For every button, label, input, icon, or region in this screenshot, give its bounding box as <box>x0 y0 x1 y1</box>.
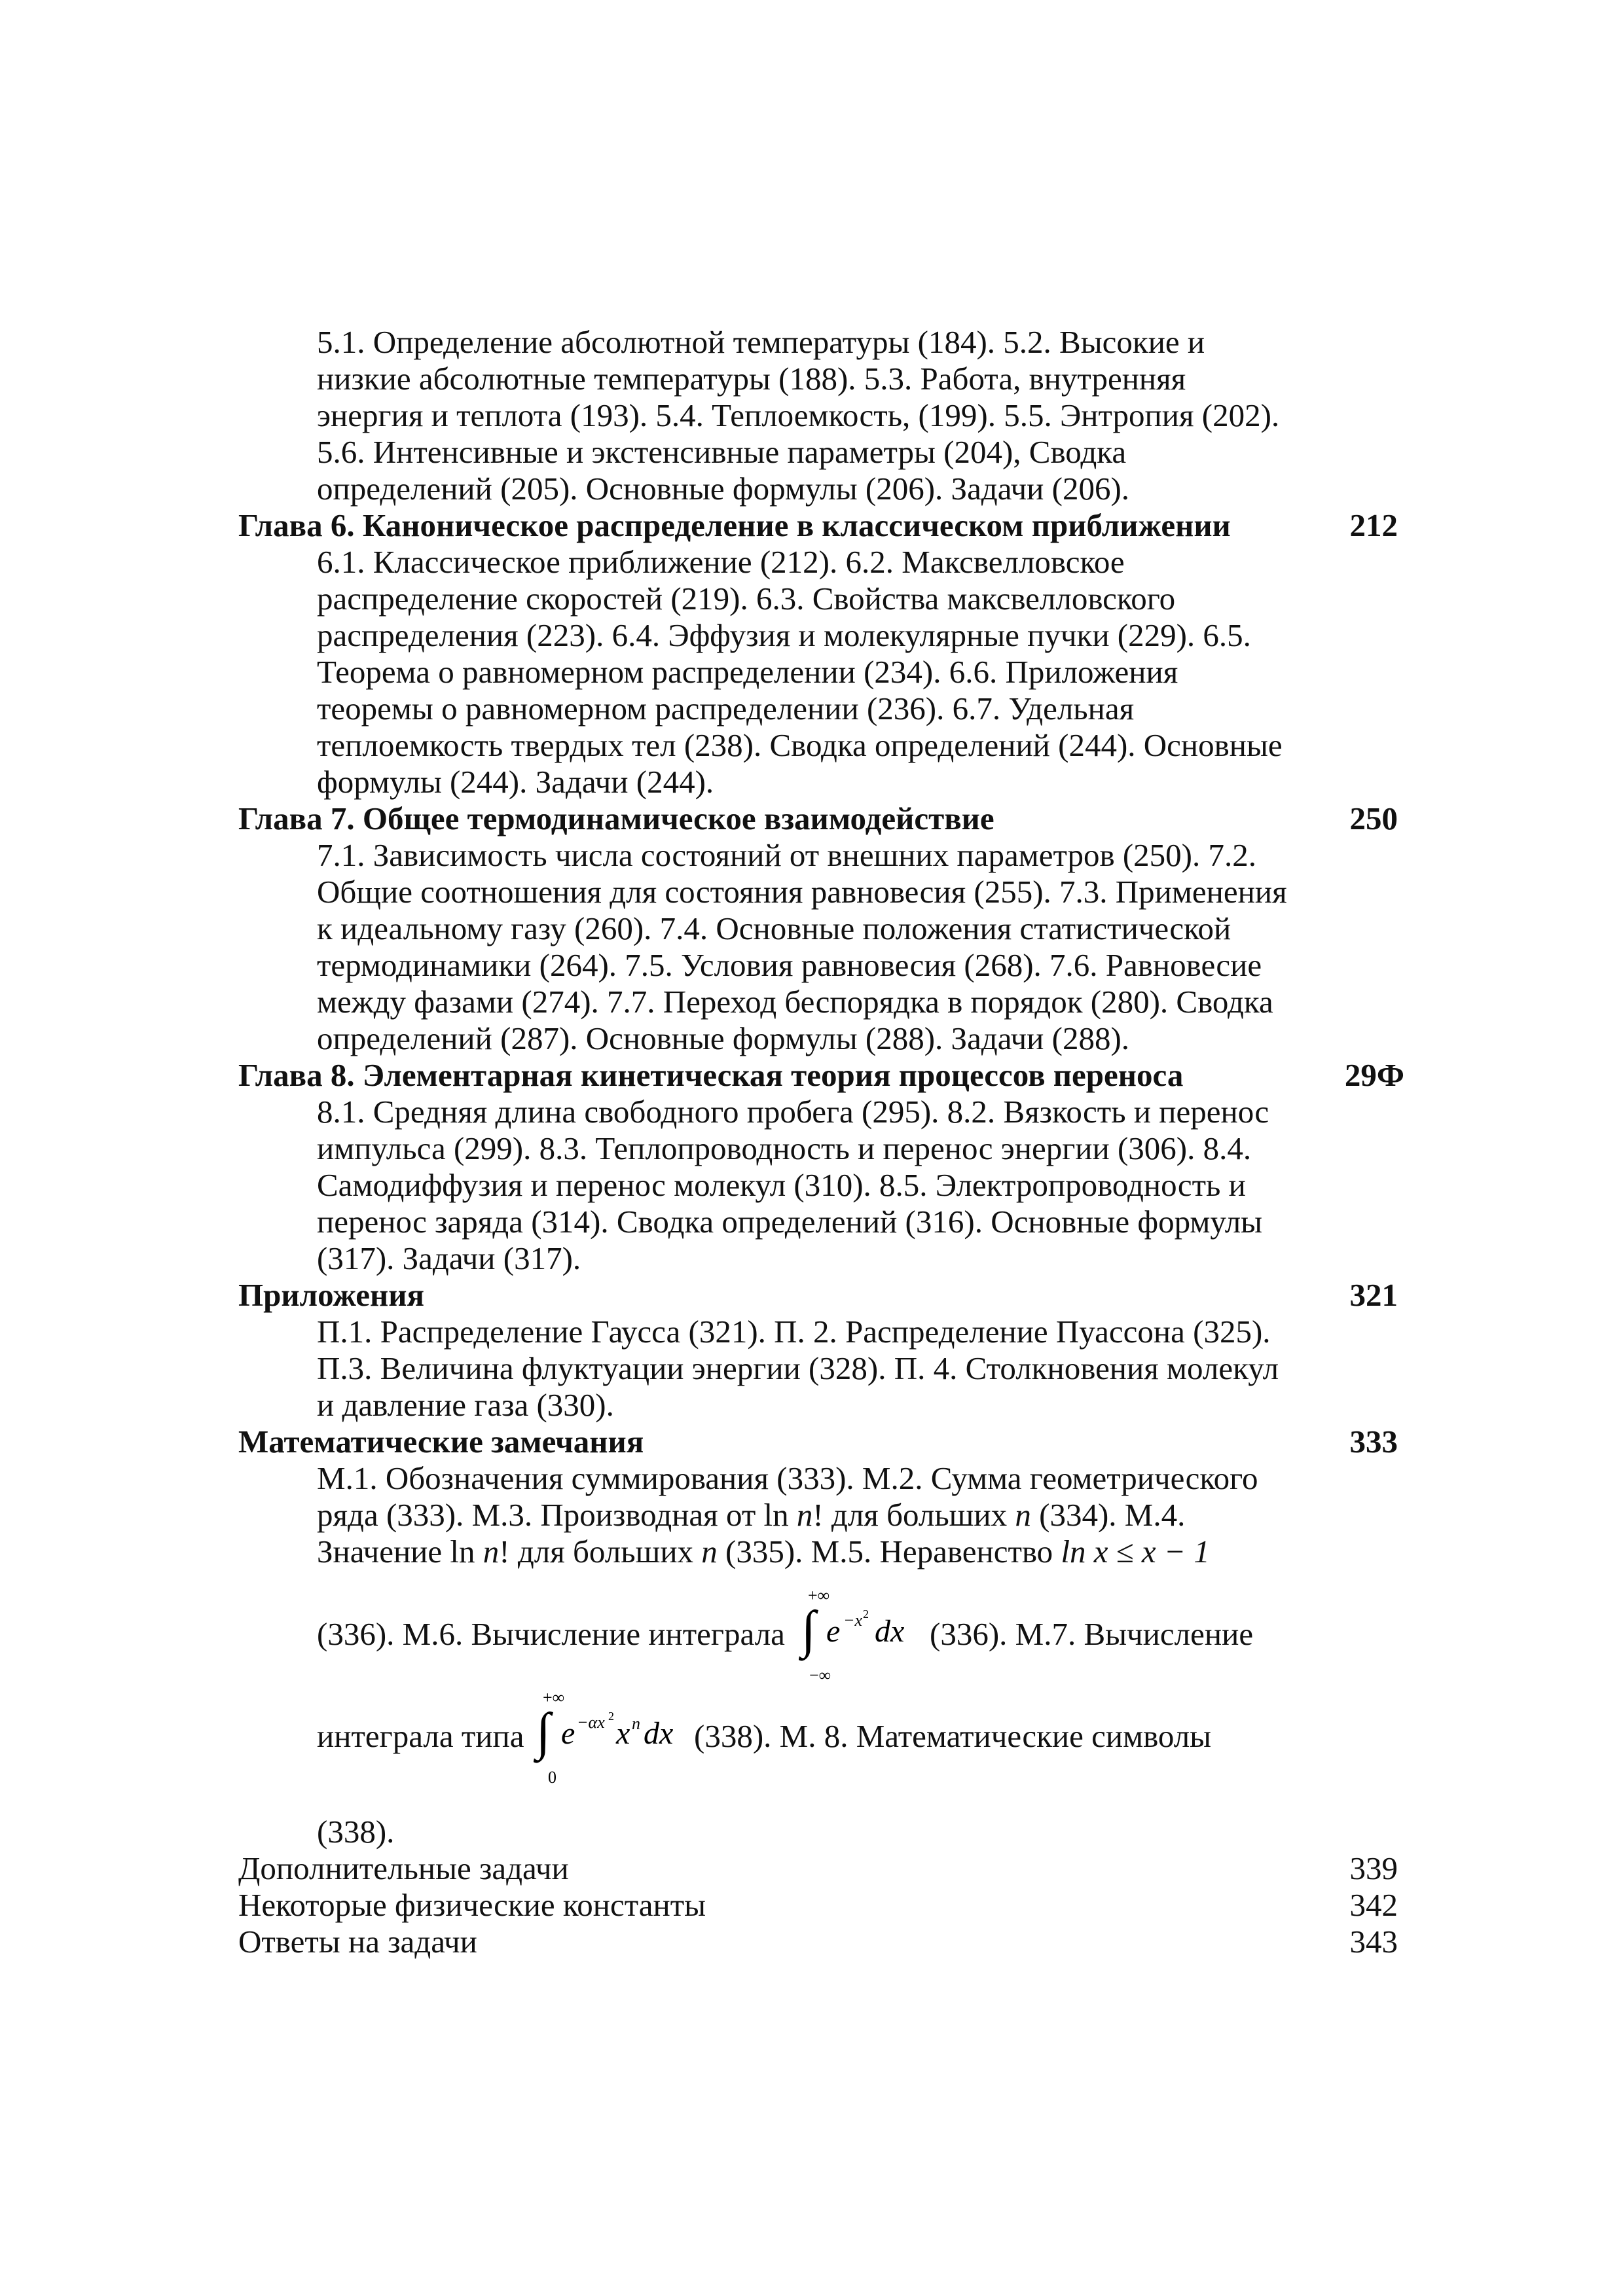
integrand-e: e <box>561 1716 575 1751</box>
toc-line: (336). М.6. Вычисление интеграла <box>317 1616 785 1652</box>
toc-line: определений (205). Основные формулы (206). Задачи (206). <box>317 471 1130 507</box>
toc-entry-title: Некоторые физические константы <box>238 1887 706 1923</box>
toc-line: М.1. Обозначения суммирования (333). М.2. Сумма геометрического <box>317 1460 1258 1496</box>
chapter-heading: Глава 8. Элементарная кинетическая теория процессов переноса <box>238 1057 1184 1093</box>
toc-line: 8.1. Средняя длина свободного пробега (295). 8.2. Вязкость и перенос <box>317 1094 1269 1130</box>
integrand-exponent: −αx <box>577 1713 605 1732</box>
toc-line: определений (287). Основные формулы (288). Задачи (288). <box>317 1020 1130 1056</box>
toc-line: 6.1. Классическое приближение (212). 6.2. Максвелловское <box>317 544 1125 580</box>
toc-line: формулы (244). Задачи (244). <box>317 764 714 800</box>
integral-sign: ∫ <box>801 1601 816 1659</box>
toc-line: между фазами (274). 7.7. Переход беспорядка в порядок (280). Сводка <box>317 984 1273 1020</box>
integral-upper-limit: +∞ <box>543 1688 565 1707</box>
section-page-number: 321 <box>1349 1277 1398 1313</box>
toc-line: 5.6. Интенсивные и экстенсивные параметры (204), Сводка <box>317 434 1127 470</box>
integral-sign: ∫ <box>536 1703 551 1761</box>
integrand-x: x <box>616 1716 630 1751</box>
chapter-page-number: 250 <box>1349 800 1398 836</box>
toc-line: П.1. Распределение Гаусса (321). П. 2. Распределение Пуассона (325). <box>317 1314 1271 1350</box>
section-page-number: 333 <box>1349 1424 1398 1460</box>
toc-line: Теорема о равномерном распределении (234). 6.6. Приложения <box>317 654 1178 690</box>
toc-line: П.3. Величина флуктуации энергии (328). П. 4. Столкновения молекул <box>317 1350 1279 1386</box>
toc-line: к идеальному газу (260). 7.4. Основные положения статистической <box>317 910 1231 946</box>
toc-line: (338). М. 8. Математические символы <box>694 1718 1212 1754</box>
toc-line: 5.1. Определение абсолютной температуры (184). 5.2. Высокие и <box>317 324 1205 360</box>
integrand-exponent-power: 2 <box>863 1607 869 1621</box>
toc-line: энергия и теплота (193). 5.4. Теплоемкость, (199). 5.5. Энтропия (202). <box>317 397 1280 433</box>
integrand-e: e <box>826 1614 841 1649</box>
integrand-n: n <box>632 1714 640 1733</box>
toc-line: импульса (299). 8.3. Теплопроводность и перенос энергии (306). 8.4. <box>317 1130 1252 1166</box>
toc-line: и давление газа (330). <box>317 1387 614 1423</box>
chapter-heading: Глава 6. Каноническое распределение в классическом приближении <box>238 507 1231 543</box>
toc-line: (317). Задачи (317). <box>317 1240 581 1276</box>
chapter-page-number: 212 <box>1349 507 1398 543</box>
gaussian-integral-formula <box>799 1584 930 1692</box>
toc-line: интеграла типа <box>317 1718 524 1754</box>
toc-entry-title: Дополнительные задачи <box>238 1850 569 1886</box>
chapter-page-number: 29Ф <box>1344 1057 1404 1093</box>
toc-line: Самодиффузия и перенос молекул (310). 8.5. Электропроводность и <box>317 1167 1246 1203</box>
integral-upper-limit: +∞ <box>808 1586 830 1605</box>
toc-entry-title: Ответы на задачи <box>238 1924 477 1960</box>
toc-line: термодинамики (264). 7.5. Условия равновесия (268). 7.6. Равновесие <box>317 947 1262 983</box>
toc-entry-page: 342 <box>1349 1887 1398 1923</box>
toc-entry-page: 343 <box>1349 1924 1398 1960</box>
toc-line: перенос заряда (314). Сводка определений (316). Основные формулы <box>317 1204 1263 1240</box>
toc-line: теплоемкость твердых тел (238). Сводка определений (244). Основные <box>317 727 1283 763</box>
section-heading: Приложения <box>238 1277 424 1313</box>
toc-line: распределение скоростей (219). 6.3. Свойства максвелловского <box>317 581 1176 617</box>
toc-line: теоремы о равномерном распределении (236). 6.7. Удельная <box>317 691 1135 726</box>
toc-line: низкие абсолютные температуры (188). 5.3. Работа, внутренняя <box>317 361 1186 397</box>
integral-lower-limit: 0 <box>548 1768 556 1787</box>
toc-entry-page: 339 <box>1349 1850 1398 1886</box>
integrand-dx: dx <box>644 1716 674 1751</box>
integrand-exponent: −x <box>843 1611 863 1630</box>
integrand-dx: dx <box>875 1614 905 1649</box>
chapter-heading: Глава 7. Общее термодинамическое взаимодействие <box>238 800 994 836</box>
integral-lower-limit: −∞ <box>809 1666 831 1685</box>
toc-line: ряда (333). М.3. Производная от ln n! для больших n (334). М.4. <box>317 1497 1186 1533</box>
toc-line: Общие соотношения для состояния равновесия (255). 7.3. Применения <box>317 874 1287 910</box>
toc-line: распределения (223). 6.4. Эффузия и молекулярные пучки (229). 6.5. <box>317 617 1251 653</box>
toc-line: Значение ln n! для больших n (335). М.5. Неравенство ln x ≤ x − 1 <box>317 1534 1210 1570</box>
toc-line: (338). <box>317 1814 395 1850</box>
integrand-exponent-power: 2 <box>608 1710 614 1723</box>
inequality-formula: ln x ≤ x − 1 <box>1061 1534 1210 1570</box>
section-heading: Математические замечания <box>238 1424 644 1460</box>
toc-line: 7.1. Зависимость числа состояний от внешних параметров (250). 7.2. <box>317 837 1256 873</box>
power-integral-formula <box>534 1686 691 1794</box>
toc-line: (336). М.7. Вычисление <box>930 1616 1254 1652</box>
